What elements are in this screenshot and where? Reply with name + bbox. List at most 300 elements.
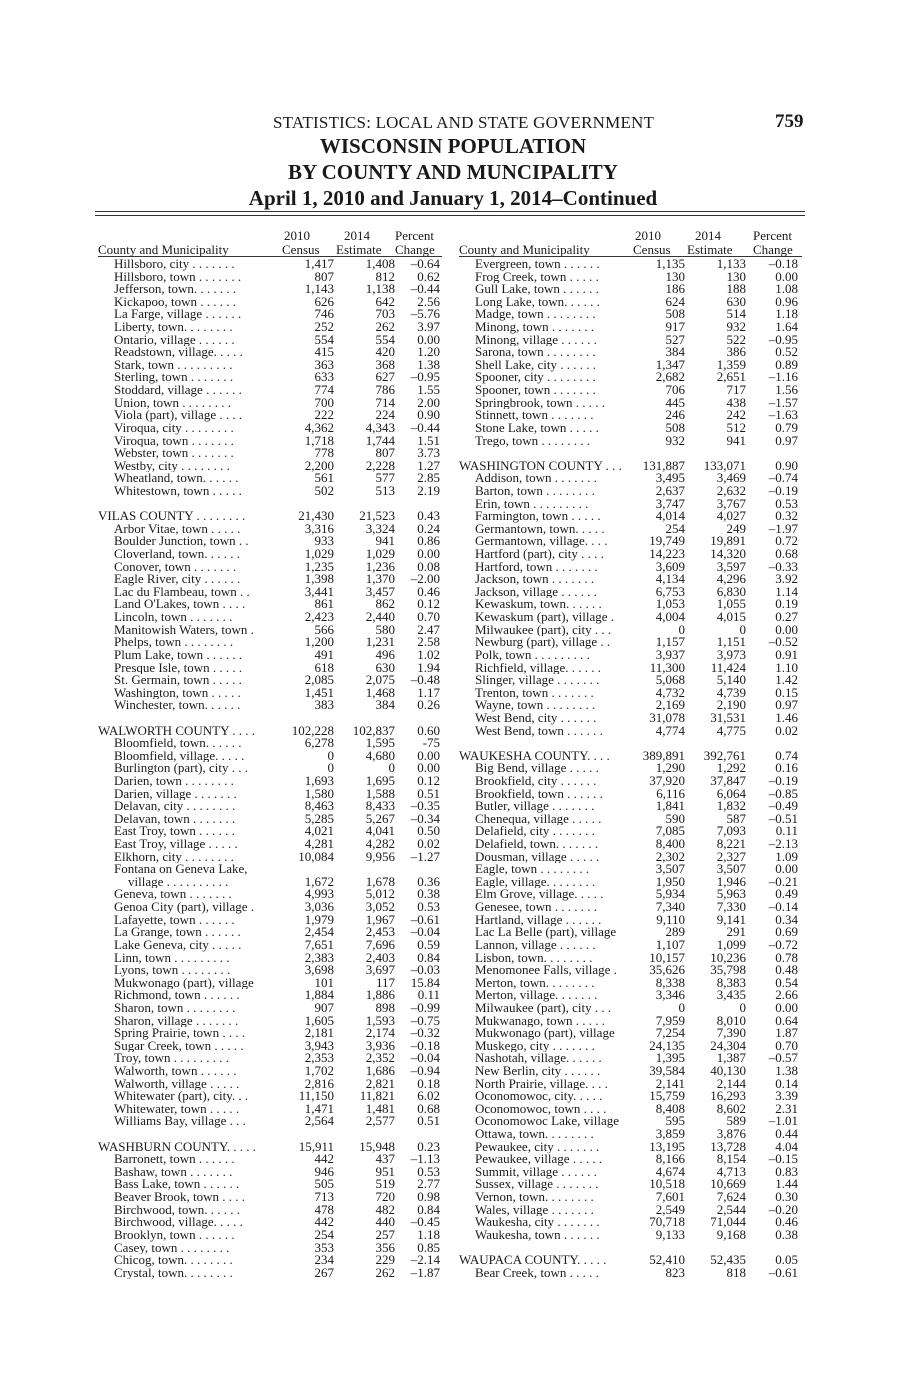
estimate-2014-value: 512 [726, 419, 746, 435]
census-2010-value: 2,169 [655, 697, 685, 713]
census-2010-value: 2,816 [304, 1075, 334, 1091]
municipality-name: Barton, town . . . . . . . . [475, 484, 595, 498]
municipality-name: Birchwood, town. . . . . . [114, 1203, 241, 1217]
percent-change-value: –0.49 [768, 798, 798, 814]
census-2010-value: 1,950 [655, 873, 685, 889]
estimate-2014-value: 224 [375, 407, 395, 423]
municipality-name: WAUPACA COUNTY. . . . . [459, 1254, 607, 1267]
municipality-name: East Troy, village . . . . . [114, 838, 238, 851]
percent-change-value: 0.85 [417, 1239, 440, 1255]
percent-change-value: 0.51 [417, 785, 440, 801]
header-county-municipality: County and Municipality [459, 242, 590, 257]
municipality-name: Elkhorn, city . . . . . . . . [114, 850, 234, 864]
estimate-2014-value: 1,133 [716, 256, 746, 271]
census-2010-value: 254 [665, 520, 685, 536]
percent-change-value: 0.19 [775, 596, 798, 612]
estimate-2014-value: 10,669 [710, 1176, 746, 1192]
census-2010-value: 0 [678, 621, 685, 637]
estimate-2014-value: 2,651 [716, 369, 746, 385]
municipality-name: Kickapoo, town . . . . . . [114, 295, 237, 309]
estimate-2014-value: 2,821 [365, 1075, 395, 1091]
municipality-name: Bashaw, town . . . . . . . [114, 1165, 233, 1179]
municipality-name: Eagle, village. . . . . . . . [475, 875, 596, 889]
census-2010-value: 130 [665, 268, 685, 284]
census-2010-value: 9,110 [656, 911, 685, 927]
percent-change-value: 0.68 [417, 1100, 440, 1116]
estimate-2014-value: 14,320 [710, 546, 746, 562]
percent-change-value: –0.94 [410, 1063, 440, 1078]
census-2010-value: 101 [314, 974, 334, 990]
estimate-2014-value: 513 [375, 482, 395, 498]
percent-change-value: 3.73 [417, 445, 440, 461]
estimate-2014-value: 102,837 [352, 722, 395, 738]
percent-change-value: –0.48 [410, 672, 440, 688]
table-title [95, 133, 811, 211]
census-2010-value: 35,626 [649, 962, 685, 978]
estimate-2014-value: 188 [726, 281, 746, 297]
percent-change-value: –0.51 [768, 810, 798, 826]
census-2010-value: 1,235 [304, 558, 334, 574]
estimate-2014-value: 0 [388, 760, 395, 776]
municipality-name: Walworth, town . . . . . . [114, 1065, 237, 1078]
percent-change-value: –0.21 [768, 873, 798, 889]
municipality-name: Hartland, village . . . . . . [475, 913, 602, 927]
municipality-name: Whitewater, town . . . . . [114, 1102, 240, 1116]
percent-change-value: 0.60 [417, 722, 440, 738]
census-2010-value: 1,672 [304, 873, 334, 889]
census-2010-value: 14,223 [649, 546, 685, 562]
municipality-name: Richmond, town . . . . . . [114, 989, 240, 1002]
estimate-2014-value: 40,130 [710, 1063, 746, 1078]
percent-change-value: 0.97 [775, 697, 798, 713]
estimate-2014-value: 2,453 [365, 924, 395, 940]
census-2010-value: 823 [665, 1264, 685, 1280]
estimate-2014-value: 420 [375, 344, 395, 360]
estimate-2014-value: 437 [375, 1151, 395, 1167]
percent-change-value: –0.18 [768, 256, 798, 271]
census-2010-value: 39,584 [649, 1063, 685, 1078]
estimate-2014-value: 392,761 [703, 747, 746, 763]
municipality-name: New Berlin, city . . . . . . [475, 1065, 601, 1078]
municipality-name: Slinger, village . . . . . . . [475, 674, 600, 687]
census-2010-value: 3,609 [655, 558, 685, 574]
municipality-name: Oconomowoc Lake, village [475, 1115, 620, 1129]
percent-change-value: –0.95 [768, 331, 798, 347]
estimate-2014-value: 630 [375, 659, 395, 675]
estimate-2014-value: 0 [739, 999, 746, 1015]
header-change: Change [753, 242, 793, 257]
municipality-name: Whitewater (part), city. . . [114, 1090, 249, 1103]
municipality-name: Gull Lake, town . . . . . . [475, 283, 599, 296]
percent-change-value: –1.13 [410, 1151, 440, 1167]
percent-change-value: 1.64 [775, 319, 798, 335]
percent-change-value: –0.61 [768, 1264, 798, 1280]
census-2010-value: 24,135 [649, 1037, 685, 1053]
percent-change-value: 1.17 [417, 684, 440, 700]
percent-change-value: –0.04 [410, 924, 440, 940]
municipality-name: Muskego, city . . . . . . . [475, 1039, 595, 1053]
census-2010-value: 706 [665, 382, 685, 398]
percent-change-value: –1.57 [768, 394, 798, 410]
estimate-2014-value: 11,821 [359, 1088, 395, 1104]
census-2010-value: 2,181 [304, 1025, 334, 1041]
percent-change-value: 0.53 [775, 495, 798, 511]
census-2010-value: 1,290 [655, 760, 685, 776]
estimate-2014-value: 2,327 [716, 848, 746, 864]
percent-change-value: 0.16 [775, 760, 798, 776]
estimate-2014-value: 4,739 [716, 684, 746, 700]
percent-change-value: 0.53 [417, 1163, 440, 1179]
census-2010-value: 3,747 [655, 495, 685, 511]
estimate-2014-value: 8,154 [716, 1151, 746, 1167]
census-2010-value: 2,423 [304, 609, 334, 625]
census-2010-value: 3,507 [655, 861, 685, 877]
census-2010-value: 4,774 [655, 722, 685, 738]
municipality-name: Conover, town . . . . . . . [114, 560, 237, 574]
percent-change-value: 1.46 [775, 709, 798, 725]
percent-change-value: -75 [422, 735, 440, 751]
estimate-2014-value: 5,140 [716, 672, 746, 688]
percent-change-value: 1.02 [417, 646, 440, 662]
census-2010-value: 1,417 [304, 256, 334, 271]
section-title: STATISTICS: LOCAL AND STATE GOVERNMENT [273, 113, 655, 132]
municipality-name: Walworth, village . . . . . [114, 1077, 240, 1091]
municipality-name: West Bend, town . . . . . . [475, 724, 603, 738]
municipality-name: Frog Creek, town . . . . . [475, 270, 599, 284]
census-2010-value: 5,934 [655, 886, 685, 902]
census-2010-value: 2,353 [304, 1050, 334, 1066]
municipality-name: West Bend, city . . . . . . [475, 711, 597, 725]
municipality-name: Mukwonago (part), village [475, 1027, 615, 1040]
estimate-2014-value: 3,507 [716, 861, 746, 877]
percent-change-value: 1.38 [775, 1063, 798, 1078]
percent-change-value: –0.04 [410, 1050, 440, 1066]
estimate-2014-value: 1,387 [716, 1050, 746, 1066]
percent-change-value: 0.12 [417, 772, 440, 788]
estimate-2014-value: 714 [375, 394, 395, 410]
estimate-2014-value: 257 [375, 1226, 395, 1242]
percent-change-value: 0.00 [775, 861, 798, 877]
percent-change-value: 0.26 [417, 697, 440, 713]
census-2010-value: 1,605 [304, 1012, 334, 1028]
municipality-name: Cloverland, town. . . . . . [114, 548, 241, 561]
percent-change-value: 0.11 [775, 823, 798, 839]
percent-change-value: 0.00 [417, 760, 440, 776]
estimate-2014-value: 3,697 [365, 962, 395, 978]
municipality-name: Jackson, village . . . . . . [475, 585, 598, 599]
municipality-name: Shell Lake, city . . . . . . [475, 358, 596, 372]
municipality-name: Springbrook, town . . . . . [475, 396, 605, 410]
municipality-name: Sussex, village . . . . . . . [475, 1178, 599, 1192]
municipality-name: Darien, town . . . . . . . . [114, 774, 234, 788]
census-2010-value: 131,887 [642, 457, 685, 473]
municipality-name: Sarona, town . . . . . . . . [475, 346, 596, 359]
census-2010-value: 4,993 [304, 886, 334, 902]
census-2010-value: 508 [665, 306, 685, 322]
municipality-name: Genoa City (part), village . [114, 901, 255, 914]
estimate-2014-value: 3,435 [716, 987, 746, 1003]
estimate-2014-value: 8,383 [716, 974, 746, 990]
municipality-name: Spooner, town . . . . . . . [475, 384, 596, 397]
percent-change-value: 3.39 [775, 1088, 798, 1104]
municipality-name: Hartford (part), city . . . . [475, 548, 604, 561]
municipality-name: Washington, town . . . . . [114, 686, 241, 700]
municipality-name: Lake Geneva, city . . . . . [114, 938, 242, 952]
municipality-name: Addison, town . . . . . . . [475, 472, 598, 485]
municipality-name: Crystal, town. . . . . . . . [114, 1266, 233, 1280]
census-2010-value: 1,143 [304, 281, 334, 297]
census-2010-value: 7,959 [655, 1012, 685, 1028]
census-2010-value: 415 [314, 344, 334, 360]
municipality-name: Waukesha, city . . . . . . . [475, 1216, 600, 1229]
estimate-2014-value: 4,041 [365, 823, 395, 839]
estimate-2014-value: 1,595 [365, 735, 395, 751]
census-2010-value: 7,340 [655, 899, 685, 915]
census-2010-value: 3,316 [304, 520, 334, 536]
municipality-name: Spring Prairie, town . . . . [114, 1027, 246, 1040]
census-2010-value: 442 [314, 1214, 334, 1230]
municipality-name: Sugar Creek, town . . . . . [114, 1039, 244, 1053]
estimate-2014-value: 554 [375, 331, 395, 347]
estimate-2014-value: 2,144 [716, 1075, 746, 1091]
estimate-2014-value: 1,099 [716, 936, 746, 952]
percent-change-value: 1.27 [417, 457, 440, 473]
percent-change-value: 0.49 [775, 886, 798, 902]
municipality-name: Webster, town . . . . . . . [114, 447, 234, 460]
census-2010-value: 1,107 [655, 936, 685, 952]
percent-change-value: –0.19 [768, 772, 798, 788]
estimate-2014-value: 807 [375, 445, 395, 461]
percent-change-value: 2.56 [417, 293, 440, 309]
percent-change-value: 2.77 [417, 1176, 440, 1192]
estimate-2014-value: 630 [726, 293, 746, 309]
estimate-2014-value: 35,798 [710, 962, 746, 978]
municipality-name: Delavan, town . . . . . . . [114, 812, 236, 826]
municipality-name: Barronett, town . . . . . . [114, 1153, 235, 1166]
municipality-name: Wales, village . . . . . . . [475, 1203, 594, 1217]
census-2010-value: 37,920 [649, 772, 685, 788]
estimate-2014-value: 4,282 [365, 836, 395, 852]
municipality-name: Burlington (part), city . . . [114, 762, 248, 775]
census-2010-value: 713 [314, 1189, 334, 1205]
estimate-2014-value: 3,936 [365, 1037, 395, 1053]
percent-change-value: –2.13 [768, 836, 798, 852]
percent-change-value: –0.03 [410, 962, 440, 978]
header-change: Change [395, 242, 435, 257]
estimate-2014-value: 52,435 [710, 1252, 746, 1268]
municipality-name: Elm Grove, village. . . . . [475, 888, 604, 902]
census-2010-value: 3,859 [655, 1126, 685, 1142]
estimate-2014-value: 5,012 [365, 886, 395, 902]
municipality-name: Stark, town . . . . . . . . . [114, 358, 233, 372]
estimate-2014-value: 2,352 [365, 1050, 395, 1066]
header-estimate: Estimate [336, 242, 382, 257]
census-2010-value: 778 [314, 445, 334, 461]
estimate-2014-value: 1,151 [716, 634, 746, 650]
municipality-name: Big Bend, village . . . . . [475, 762, 599, 775]
census-2010-value: 5,068 [655, 672, 685, 688]
estimate-2014-value: 1,359 [716, 356, 746, 372]
header-county-municipality: County and Municipality [98, 242, 229, 257]
percent-change-value: –0.15 [768, 1151, 798, 1167]
percent-change-value: 1.42 [775, 672, 798, 688]
census-2010-value: 566 [314, 621, 334, 637]
municipality-name: Pewaukee, city . . . . . . . [475, 1140, 600, 1154]
estimate-2014-value: 117 [375, 974, 395, 990]
percent-change-value: 2.66 [775, 987, 798, 1003]
estimate-2014-value: 580 [375, 621, 395, 637]
estimate-2014-value: 3,876 [716, 1126, 746, 1142]
census-2010-value: 624 [665, 293, 685, 309]
percent-change-value: 2.31 [775, 1100, 798, 1116]
municipality-name: Farmington, town . . . . . [475, 510, 601, 523]
estimate-2014-value: 1,292 [716, 760, 746, 776]
estimate-2014-value: 941 [726, 432, 746, 448]
census-2010-value: 1,979 [304, 911, 334, 927]
percent-change-value: 0.02 [417, 836, 440, 852]
percent-change-value: –0.52 [768, 634, 798, 650]
estimate-2014-value: 16,293 [710, 1088, 746, 1104]
estimate-2014-value: 229 [375, 1252, 395, 1268]
percent-change-value: 0.14 [775, 1075, 798, 1091]
header-estimate: Estimate [687, 242, 733, 257]
estimate-2014-value: 2,577 [365, 1113, 395, 1129]
percent-change-value: 0.02 [775, 722, 798, 738]
census-2010-value: 933 [314, 533, 334, 549]
municipality-name: Bloomfield, town. . . . . . [114, 737, 242, 750]
percent-change-value: 0.54 [775, 974, 798, 990]
municipality-name: Darien, village . . . . . . . [114, 787, 237, 801]
title-line-2: BY COUNTY AND MUNCIPALITY [288, 160, 618, 184]
percent-change-value: 0.62 [417, 268, 440, 284]
estimate-2014-value: 3,973 [716, 646, 746, 662]
estimate-2014-value: 1,138 [365, 281, 395, 297]
estimate-2014-value: 720 [375, 1189, 395, 1205]
municipality-name: Menomonee Falls, village . [475, 964, 617, 977]
percent-change-value: 1.44 [775, 1176, 798, 1192]
municipality-name: Erin, town . . . . . . . . . [475, 497, 589, 511]
census-2010-value: 0 [327, 747, 334, 763]
estimate-2014-value: 862 [375, 596, 395, 612]
estimate-2014-value: 1,029 [365, 546, 395, 562]
census-2010-value: 2,200 [304, 457, 334, 473]
census-2010-value: 3,698 [304, 962, 334, 978]
municipality-name: Winchester, town. . . . . . [114, 699, 241, 712]
percent-change-value: 1.14 [775, 583, 798, 599]
estimate-2014-value: 496 [375, 646, 395, 662]
census-2010-value: 917 [665, 319, 685, 335]
municipality-name: Spooner, city . . . . . . . . [475, 371, 596, 385]
percent-change-value: 2.47 [417, 621, 440, 637]
census-2010-value: 267 [314, 1264, 334, 1280]
municipality-name: Brookfield, city . . . . . . [475, 774, 597, 788]
census-2010-value: 222 [314, 407, 334, 423]
municipality-name: Casey, town . . . . . . . . [114, 1241, 230, 1255]
percent-change-value: –0.44 [410, 419, 440, 435]
estimate-2014-value: 1,231 [365, 634, 395, 650]
estimate-2014-value: 3,052 [365, 899, 395, 915]
estimate-2014-value: 368 [375, 356, 395, 372]
estimate-2014-value: 8,602 [716, 1100, 746, 1116]
municipality-name: Minong, village . . . . . . [475, 333, 598, 347]
estimate-2014-value: 577 [375, 470, 395, 486]
census-2010-value: 2,564 [304, 1113, 334, 1129]
estimate-2014-value: 21,523 [359, 508, 395, 524]
percent-change-value: 1.18 [417, 1226, 440, 1242]
municipality-name: Viola (part), village . . . . [114, 409, 243, 422]
title-line-1: WISCONSIN POPULATION [319, 134, 587, 158]
census-2010-value: 10,518 [649, 1176, 685, 1192]
estimate-2014-value: 2,174 [365, 1025, 395, 1041]
percent-change-value: 0.00 [775, 621, 798, 637]
census-2010-value: 1,029 [304, 546, 334, 562]
census-2010-value: 1,841 [655, 798, 685, 814]
percent-change-value: –0.44 [410, 281, 440, 297]
census-2010-value: 1,884 [304, 987, 334, 1003]
percent-change-value: 1.10 [775, 659, 798, 675]
municipality-name: Boulder Junction, town . . [114, 535, 249, 549]
estimate-2014-value: 642 [375, 293, 395, 309]
estimate-2014-value: 898 [375, 999, 395, 1015]
estimate-2014-value: 249 [726, 520, 746, 536]
percent-change-value: –0.20 [768, 1201, 798, 1217]
percent-change-value: 0.51 [417, 1113, 440, 1129]
municipality-name: Brooklyn, town . . . . . . [114, 1228, 235, 1242]
municipality-name: Viroqua, city . . . . . . . . [114, 421, 234, 435]
percent-change-value: 0.30 [775, 1189, 798, 1205]
percent-change-value: 0.89 [775, 356, 798, 372]
estimate-2014-value: 818 [726, 1264, 746, 1280]
census-2010-value: 502 [314, 482, 334, 498]
municipality-name: Lincoln, town . . . . . . . [114, 611, 233, 624]
percent-change-value: –0.99 [410, 999, 440, 1015]
census-2010-value: 10,157 [649, 949, 685, 965]
municipality-name: WALWORTH COUNTY . . . . [98, 724, 256, 738]
census-2010-value: 1,580 [304, 785, 334, 801]
estimate-2014-value: 7,330 [716, 899, 746, 915]
municipality-name: Lafayette, town . . . . . . [114, 913, 235, 927]
municipality-name: Genesee, town . . . . . . . [475, 901, 598, 914]
census-2010-value: 8,338 [655, 974, 685, 990]
estimate-2014-value: 133,071 [703, 457, 746, 473]
municipality-name: Arbor Vitae, town . . . . . [114, 522, 241, 536]
census-2010-value: 1,451 [304, 684, 334, 700]
estimate-2014-value: 589 [726, 1113, 746, 1129]
estimate-2014-value: 6,064 [716, 785, 746, 801]
municipality-name: Hartford, town . . . . . . . [475, 560, 598, 574]
municipality-name: Lac La Belle (part), village [475, 926, 617, 939]
census-2010-value: 700 [314, 394, 334, 410]
census-2010-value: 561 [314, 470, 334, 486]
estimate-2014-value: 4,680 [365, 747, 395, 763]
census-2010-value: 807 [314, 268, 334, 284]
municipality-name: WASHINGTON COUNTY . . . [459, 459, 622, 473]
estimate-2014-value: 9,168 [716, 1226, 746, 1242]
percent-change-value: 0.90 [775, 457, 798, 473]
municipality-name: Fontana on Geneva Lake, [114, 863, 248, 876]
municipality-name: Evergreen, town . . . . . . [475, 258, 600, 271]
municipality-name: Long Lake, town. . . . . . [475, 295, 600, 309]
municipality-name: Readstown, village. . . . . [114, 346, 243, 359]
municipality-name: Kewaskum, town. . . . . . [475, 598, 602, 612]
census-2010-value: 6,278 [304, 735, 334, 751]
percent-change-value: 6.02 [417, 1088, 440, 1104]
estimate-2014-value: 10,236 [710, 949, 746, 965]
percent-change-value: 1.55 [417, 382, 440, 398]
census-2010-value: 442 [314, 1151, 334, 1167]
percent-change-value: 1.18 [775, 306, 798, 322]
estimate-2014-value: 587 [726, 810, 746, 826]
